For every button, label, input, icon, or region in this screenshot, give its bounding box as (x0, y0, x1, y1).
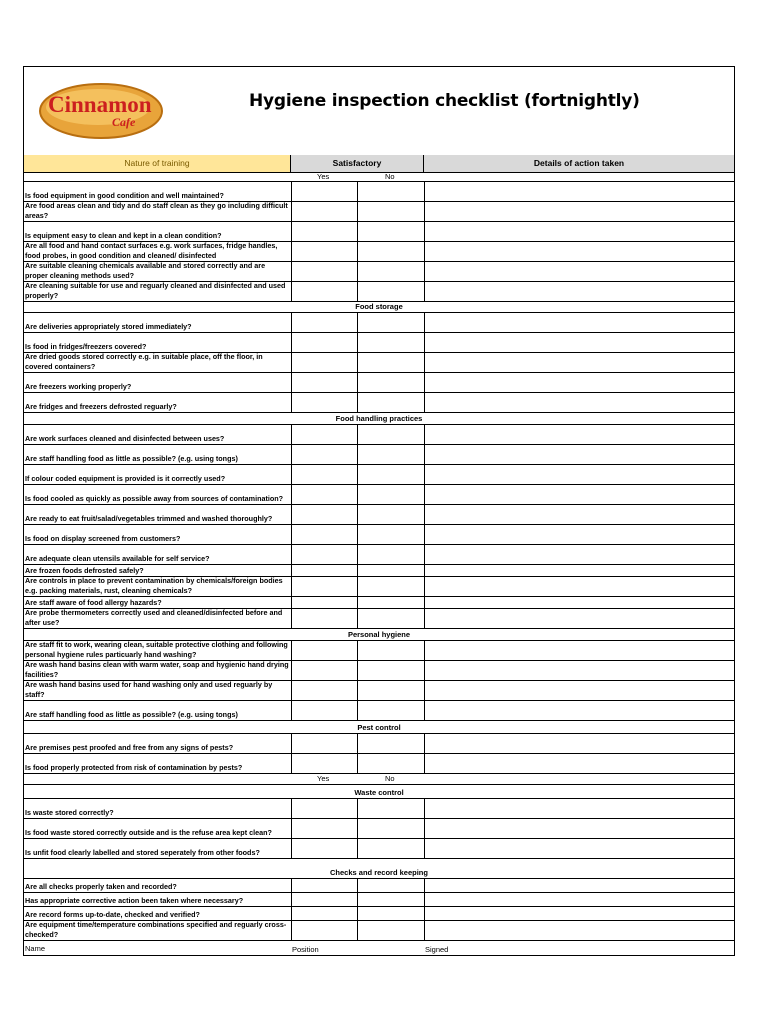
details-cell[interactable] (424, 282, 425, 301)
no-cell[interactable] (357, 202, 358, 221)
question-text: Are dried goods stored correctly e.g. in suitable place, off the floor, in covered containers? (25, 352, 263, 371)
checklist-item (24, 661, 734, 681)
details-cell[interactable] (424, 545, 425, 564)
details-cell[interactable] (424, 701, 425, 720)
checklist-item (24, 353, 734, 373)
no-cell[interactable] (357, 799, 358, 818)
no-cell[interactable] (357, 182, 358, 201)
checklist-item (24, 839, 734, 859)
checklist-item (24, 313, 734, 333)
yes-cell[interactable] (291, 242, 292, 261)
no-cell[interactable] (357, 921, 358, 940)
no-cell[interactable] (357, 485, 358, 504)
question-text: Is waste stored correctly? (25, 807, 114, 817)
question-text: Are wash hand basins clean with warm water, soap and hygienic hand drying facilities? (25, 660, 289, 679)
no-cell[interactable] (357, 609, 358, 628)
checklist-item (24, 182, 734, 202)
section-title: Personal hygiene (347, 630, 411, 639)
details-cell[interactable] (424, 819, 425, 838)
details-cell[interactable] (424, 313, 425, 332)
question-text: Are staff handling food as little as possible? (e.g. using tongs) (25, 453, 238, 463)
question-text: Are adequate clean utensils available for self service? (25, 553, 210, 563)
details-cell[interactable] (424, 262, 425, 281)
checklist-item (24, 393, 734, 413)
question-text: Is food equipment in good condition and well maintained? (25, 190, 224, 200)
details-cell[interactable] (424, 485, 425, 504)
question-text: Are record forms up-to-date, checked and verified? (25, 909, 200, 919)
details-cell[interactable] (424, 597, 425, 608)
no-cell[interactable] (357, 577, 358, 596)
yes-cell[interactable] (291, 393, 292, 412)
question-text: Are deliveries appropriately stored immediately? (25, 321, 192, 331)
details-cell[interactable] (424, 661, 425, 680)
no-cell[interactable] (357, 565, 358, 576)
checklist-item (24, 242, 734, 262)
yes-cell[interactable] (291, 313, 292, 332)
checklist-item (24, 577, 734, 597)
checklist-sheet (23, 66, 735, 956)
no-cell[interactable] (357, 313, 358, 332)
yes-cell[interactable] (291, 799, 292, 818)
yes-cell[interactable] (291, 333, 292, 352)
yes-label: Yes (317, 172, 330, 181)
question-text: Is food in fridges/freezers covered? (25, 341, 147, 351)
checklist-item (24, 525, 734, 545)
section-heading (24, 721, 734, 734)
details-cell[interactable] (424, 921, 425, 940)
yes-cell[interactable] (291, 373, 292, 392)
checklist-item (24, 879, 734, 893)
details-cell[interactable] (424, 577, 425, 596)
no-cell[interactable] (357, 661, 358, 680)
no-cell[interactable] (357, 222, 358, 241)
no-label: No (385, 774, 395, 783)
question-text: Are frozen foods defrosted safely? (25, 565, 144, 575)
yes-cell[interactable] (291, 597, 292, 608)
question-text: Are work surfaces cleaned and disinfected between uses? (25, 433, 225, 443)
yes-cell[interactable] (291, 681, 292, 700)
question-text: Are freezers working properly? (25, 381, 132, 391)
checklist-item (24, 373, 734, 393)
question-text: If colour coded equipment is provided is it correctly used? (25, 473, 226, 483)
yes-cell[interactable] (291, 641, 292, 660)
question-text: Is unfit food clearly labelled and stored seperately from other foods? (25, 847, 260, 857)
question-text: Are wash hand basins used for hand washing only and used reguarly by staff? (25, 680, 273, 699)
no-cell[interactable] (357, 641, 358, 660)
checklist-item (24, 701, 734, 721)
checklist-item (24, 641, 734, 661)
no-cell[interactable] (357, 701, 358, 720)
yes-cell[interactable] (291, 182, 292, 201)
details-cell[interactable] (424, 893, 425, 906)
checklist-item (24, 222, 734, 242)
section-heading (24, 413, 734, 425)
question-text: Is food properly protected from risk of contamination by pests? (25, 762, 243, 772)
checklist-item (24, 819, 734, 839)
no-cell[interactable] (357, 839, 358, 858)
no-cell[interactable] (357, 445, 358, 464)
no-cell[interactable] (357, 282, 358, 301)
checklist-rows (24, 67, 734, 955)
details-cell[interactable] (424, 609, 425, 628)
no-cell[interactable] (357, 353, 358, 372)
question-text: Has appropriate corrective action been taken where necessary? (25, 895, 244, 905)
yes-cell[interactable] (291, 839, 292, 858)
no-cell[interactable] (357, 262, 358, 281)
yes-cell[interactable] (291, 701, 292, 720)
no-cell[interactable] (357, 393, 358, 412)
yes-cell[interactable] (291, 545, 292, 564)
no-cell[interactable] (357, 681, 358, 700)
question-text: Are equipment time/temperature combinations specified and reguarly cross-checked? (25, 920, 287, 939)
checklist-item (24, 681, 734, 701)
details-cell[interactable] (424, 565, 425, 576)
yes-label: Yes (317, 774, 330, 783)
yes-cell[interactable] (291, 893, 292, 906)
yes-cell[interactable] (291, 577, 292, 596)
yes-cell[interactable] (291, 445, 292, 464)
checklist-item (24, 799, 734, 819)
checklist-item (24, 734, 734, 754)
name-label: Name (25, 944, 46, 953)
no-cell[interactable] (357, 525, 358, 544)
no-cell[interactable] (357, 425, 358, 444)
checklist-item (24, 333, 734, 353)
details-cell[interactable] (424, 641, 425, 660)
yes-cell[interactable] (291, 609, 292, 628)
question-text: Are probe thermometers correctly used and cleaned/disinfected before and after use? (25, 608, 283, 627)
satisfactory-header: Satisfactory (291, 155, 424, 172)
question-text: Are staff aware of food allergy hazards? (25, 597, 162, 607)
question-text: Are staff fit to work, wearing clean, suitable protective clothing and following personal hygiene rules particuarly hand washing? (25, 640, 288, 659)
details-cell[interactable] (424, 879, 425, 892)
yes-cell[interactable] (291, 754, 292, 773)
no-cell[interactable] (357, 907, 358, 920)
yes-cell[interactable] (291, 222, 292, 241)
details-cell[interactable] (424, 202, 425, 221)
logo-sub-text: Cafe (112, 115, 136, 129)
checklist-item (24, 202, 734, 222)
checklist-item (24, 425, 734, 445)
question-text: Are controls in place to prevent contamination by chemicals/foreign bodies e.g. packing materials, rust, cleaning chemicals? (25, 576, 283, 595)
checklist-item (24, 465, 734, 485)
yes-cell[interactable] (291, 353, 292, 372)
no-cell[interactable] (357, 373, 358, 392)
details-cell[interactable] (424, 445, 425, 464)
section-heading (24, 785, 734, 799)
no-cell[interactable] (357, 819, 358, 838)
yes-cell[interactable] (291, 485, 292, 504)
section-heading (24, 302, 734, 313)
question-text: Are premises pest proofed and free from any signs of pests? (25, 742, 234, 752)
checklist-item (24, 893, 734, 907)
details-cell[interactable] (424, 754, 425, 773)
nature-of-training-header: Nature of training (24, 155, 291, 172)
details-cell[interactable] (424, 393, 425, 412)
signed-label: Signed (425, 945, 449, 954)
question-text: Are staff handling food as little as possible? (e.g. using tongs) (25, 709, 238, 719)
no-cell[interactable] (357, 242, 358, 261)
checklist-item (24, 921, 734, 941)
details-cell[interactable] (424, 505, 425, 524)
details-cell[interactable] (424, 839, 425, 858)
yes-cell[interactable] (291, 465, 292, 484)
question-text: Are cleaning suitable for use and reguarly cleaned and disinfected and used properly? (25, 281, 286, 300)
details-cell[interactable] (424, 734, 425, 753)
yes-no-subheader (24, 774, 734, 785)
yes-cell[interactable] (291, 505, 292, 524)
details-cell[interactable] (424, 373, 425, 392)
no-cell[interactable] (357, 597, 358, 608)
question-text: Is food on display screened from customers? (25, 533, 181, 543)
details-cell[interactable] (424, 353, 425, 372)
yes-cell[interactable] (291, 425, 292, 444)
section-title: Pest control (357, 723, 401, 732)
no-cell[interactable] (357, 505, 358, 524)
question-text: Are ready to eat fruit/salad/vegetables trimmed and washed thoroughly? (25, 513, 273, 523)
details-cell[interactable] (424, 425, 425, 444)
yes-cell[interactable] (291, 262, 292, 281)
section-title: Food storage (355, 302, 403, 311)
question-text: Are all checks properly taken and recorded? (25, 881, 177, 891)
section-title: Checks and record keeping (330, 868, 428, 877)
checklist-item (24, 754, 734, 774)
section-heading (24, 859, 734, 879)
no-cell[interactable] (357, 333, 358, 352)
details-header: Details of action taken (424, 155, 734, 172)
checklist-item (24, 262, 734, 282)
section-title: Waste control (354, 788, 404, 797)
details-cell[interactable] (424, 525, 425, 544)
details-cell[interactable] (424, 242, 425, 261)
page-title: Hygiene inspection checklist (fortnightly) (249, 91, 640, 111)
checklist-item (24, 485, 734, 505)
yes-cell[interactable] (291, 202, 292, 221)
question-text: Are food areas clean and tidy and do staff clean as they go including difficult areas? (25, 201, 288, 220)
checklist-item (24, 545, 734, 565)
section-title: Food handling practices (335, 414, 423, 423)
yes-cell[interactable] (291, 921, 292, 940)
no-cell[interactable] (357, 893, 358, 906)
checklist-item (24, 445, 734, 465)
details-cell[interactable] (424, 799, 425, 818)
yes-cell[interactable] (291, 661, 292, 680)
yes-cell[interactable] (291, 565, 292, 576)
yes-cell[interactable] (291, 907, 292, 920)
yes-cell[interactable] (291, 734, 292, 753)
no-cell[interactable] (357, 545, 358, 564)
details-cell[interactable] (424, 182, 425, 201)
no-cell[interactable] (357, 879, 358, 892)
question-text: Are fridges and freezers defrosted reguarly? (25, 401, 177, 411)
checklist-item (24, 609, 734, 629)
yes-cell[interactable] (291, 819, 292, 838)
question-text: Are suitable cleaning chemicals available and stored correctly and are proper cleaning methods used? (25, 261, 266, 280)
no-cell[interactable] (357, 754, 358, 773)
no-label: No (385, 172, 395, 181)
no-cell[interactable] (357, 465, 358, 484)
question-text: Are all food and hand contact surfaces e.g. work surfaces, fridge handles, food probes, in good condition and cleaned/ disinfected (25, 241, 278, 260)
yes-cell[interactable] (291, 282, 292, 301)
details-cell[interactable] (424, 907, 425, 920)
question-text: Is equipment easy to clean and kept in a clean condition? (25, 230, 222, 240)
question-text: Is food waste stored correctly outside and is the refuse area kept clean? (25, 827, 272, 837)
logo-main-text: Cinnamon (48, 92, 152, 117)
checklist-item (24, 907, 734, 921)
position-label: Position (292, 945, 319, 954)
yes-cell[interactable] (291, 525, 292, 544)
details-cell[interactable] (424, 681, 425, 700)
yes-cell[interactable] (291, 879, 292, 892)
details-cell[interactable] (424, 333, 425, 352)
details-cell[interactable] (424, 222, 425, 241)
question-text: Is food cooled as quickly as possible away from sources of contamination? (25, 493, 284, 503)
details-cell[interactable] (424, 465, 425, 484)
no-cell[interactable] (357, 734, 358, 753)
checklist-item (24, 282, 734, 302)
checklist-item (24, 505, 734, 525)
